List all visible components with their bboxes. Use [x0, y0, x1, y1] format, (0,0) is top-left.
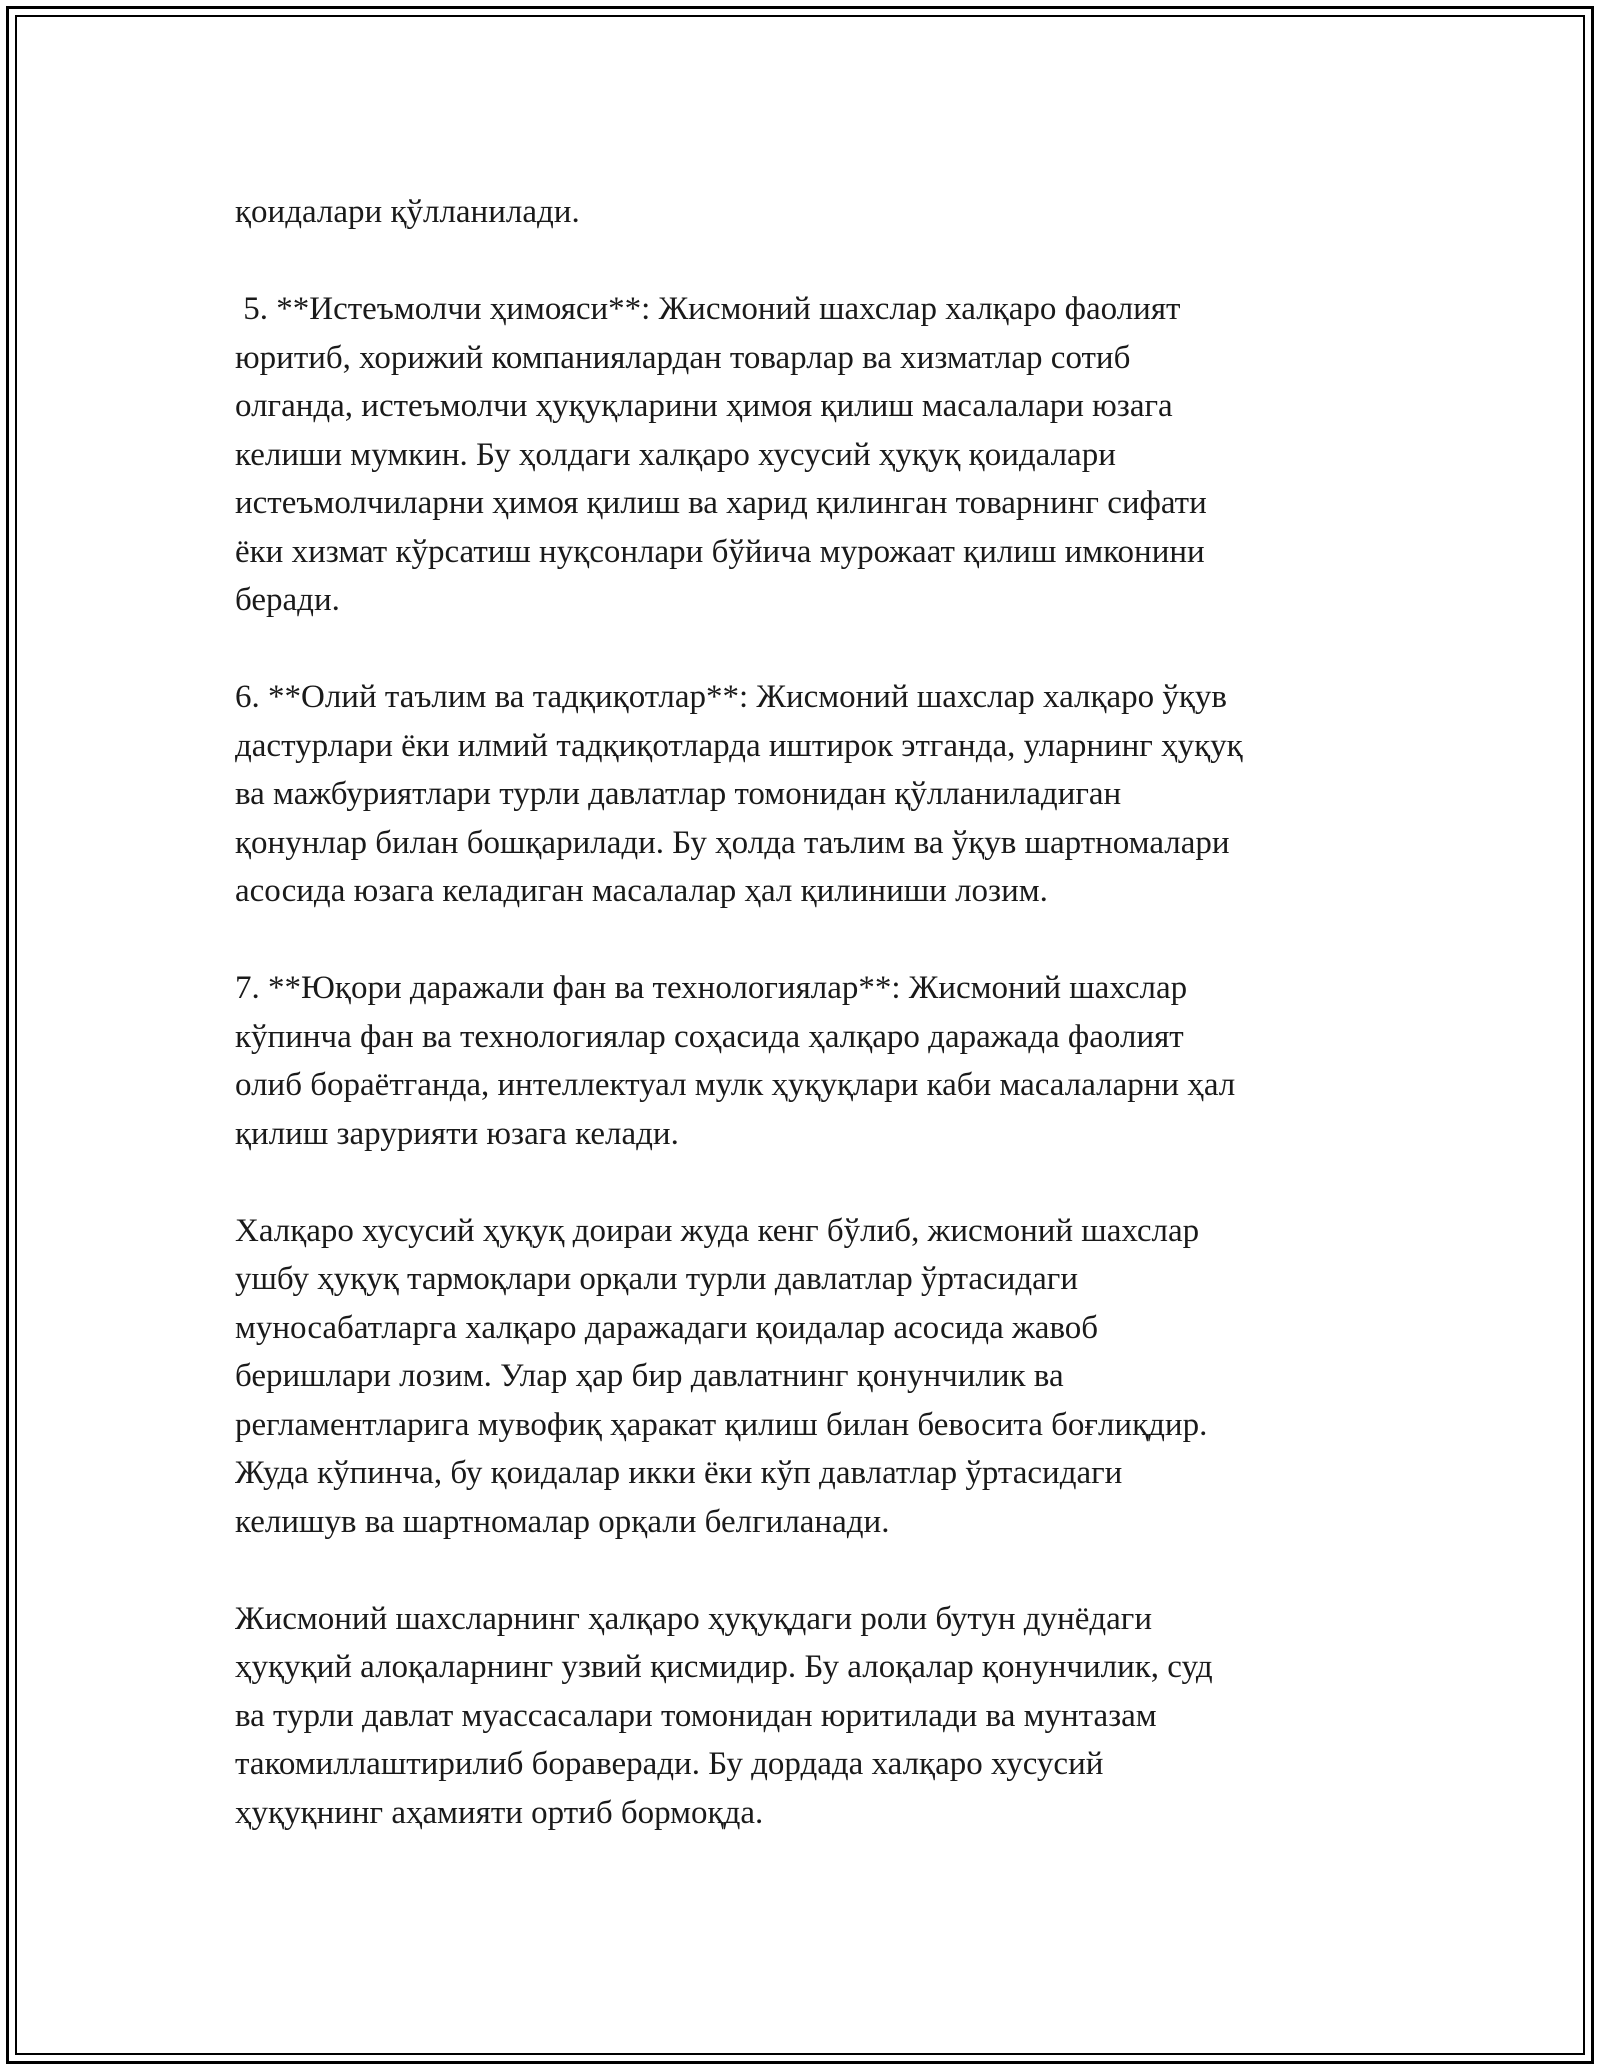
paragraph-gap	[235, 1546, 1385, 1595]
text-line: кўпинча фан ва технологиялар соҳасида ҳалқаро даражада фаолият	[235, 1018, 1184, 1055]
text-line: беради.	[235, 582, 340, 618]
text-line: қонунлар билан бошқарилади. Бу ҳолда таълим ва ўқув шартномалари	[235, 824, 1230, 861]
text-line: Жисмоний шахсларнинг ҳалқаро ҳуқуқдаги роли бутун дунёдаги	[235, 1600, 1153, 1637]
text-line: 5. **Истеъмолчи ҳимояси**: Жисмоний шахслар халқаро фаолият	[235, 291, 1181, 327]
text-line: ҳуқуқий алоқаларнинг узвий қисмидир. Бу алоқалар қонунчилик, суд	[235, 1649, 1213, 1685]
text-line: ва мажбуриятлари турли давлатлар томонидан қўлланиладиган	[235, 776, 1122, 812]
paragraph-gap	[235, 625, 1385, 674]
text-line: келишув ва шартномалар орқали белгиланади.	[235, 1503, 890, 1540]
paragraph-item-7	[235, 964, 1385, 1158]
text-line: ушбу ҳуқуқ тармоқлари орқали турли давлатлар ўртасидаги	[235, 1261, 1078, 1297]
paragraph-continuation	[235, 188, 1385, 237]
text-line: асосида юзага келадиган масалалар ҳал қилиниши лозим.	[235, 873, 1048, 909]
text-line: олиб бораётганда, интеллектуал мулк ҳуқуқлари каби масалаларни ҳал	[235, 1067, 1236, 1103]
text-line: ёки хизмат кўрсатиш нуқсонлари бўйича мурожаат қилиш имконини	[235, 533, 1205, 570]
text-line: юритиб, хорижий компаниялардан товарлар ва хизматлар сотиб	[235, 339, 1131, 376]
text-line: Жуда кўпинча, бу қоидалар икки ёки кўп давлатлар ўртасидаги	[235, 1455, 1123, 1491]
text-line: келиши мумкин. Бу ҳолдаги халқаро хусусий ҳуқуқ қоидалари	[235, 436, 1116, 473]
paragraph-summary-2	[235, 1595, 1385, 1838]
text-line: такомиллаштирилиб бораверади. Бу дордада халқаро хусусий	[235, 1746, 1104, 1782]
text-line: 7. **Юқори даражали фан ва технологиялар**: Жисмоний шахслар	[235, 970, 1188, 1006]
paragraph-item-6	[235, 673, 1385, 916]
paragraph-gap	[235, 1158, 1385, 1207]
paragraph-gap	[235, 916, 1385, 965]
text-line: қилиш зарурияти юзага келади.	[235, 1115, 679, 1152]
paragraph-gap	[235, 237, 1385, 286]
text-line: қоидалари қўлланилади.	[235, 194, 580, 230]
text-line: ва турли давлат муассасалари томонидан юритилади ва мунтазам	[235, 1697, 1157, 1734]
text-line: истеъмолчиларни ҳимоя қилиш ва харид қилинган товарнинг сифати	[235, 485, 1207, 521]
paragraph-item-5	[235, 285, 1385, 625]
text-line: муносабатларга халқаро даражадаги қоидалар асосида жавоб	[235, 1309, 1099, 1346]
paragraph-summary-1	[235, 1207, 1385, 1547]
text-line: 6. **Олий таълим ва тадқиқотлар**: Жисмоний шахслар халқаро ўқув	[235, 679, 1228, 715]
text-line: Халқаро хусусий ҳуқуқ доираи жуда кенг бўлиб, жисмоний шахслар	[235, 1212, 1200, 1249]
text-line: дастурлари ёки илмий тадқиқотларда иштирок этганда, уларнинг ҳуқуқ	[235, 727, 1243, 764]
text-line: олганда, истеъмолчи ҳуқуқларини ҳимоя қилиш масалалари юзага	[235, 388, 1173, 424]
text-line: ҳуқуқнинг аҳамияти ортиб бормоқда.	[235, 1794, 764, 1831]
text-line: регламентларига мувофиқ ҳаракат қилиш билан бевосита боғлиқдир.	[235, 1406, 1208, 1443]
document-body	[235, 188, 1385, 1837]
text-line: беришлари лозим. Улар ҳар бир давлатнинг қонунчилик ва	[235, 1358, 1064, 1394]
